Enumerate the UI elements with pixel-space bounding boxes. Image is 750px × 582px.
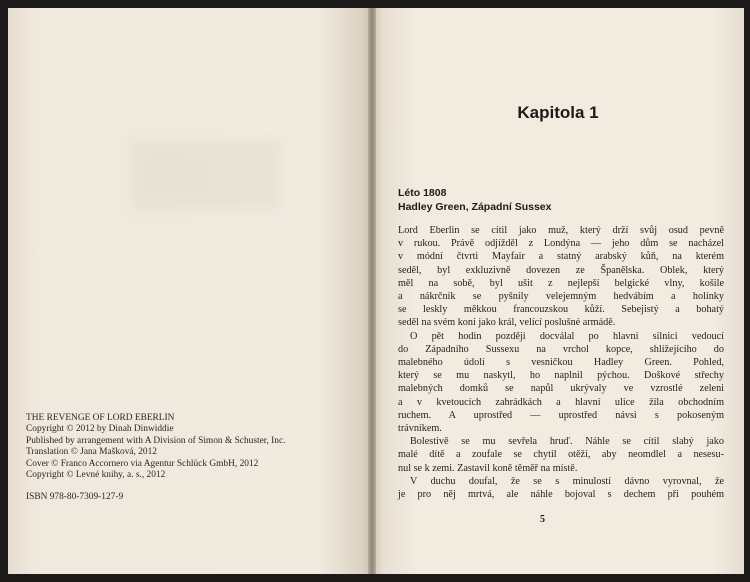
copyright-line: Copyright © Levné knihy, a. s., 2012: [26, 470, 166, 481]
text-line: v módní čtvrti Mayfair a statný arabský kůň, na kterém: [398, 251, 724, 263]
text-line: v rukou. Právě odjížděl z Londýna — jeho dům se nacházel: [398, 238, 724, 250]
dateline-season: Léto 1808: [398, 187, 447, 199]
text-line: trávníkem.: [398, 423, 442, 435]
text-line: O pět hodin později docválal po hlavní silnici vedoucí: [410, 330, 724, 342]
copyright-block: [26, 413, 356, 504]
text-line: ruchem. A uprostřed — uprostřed návsi s pokoseným: [398, 409, 724, 421]
text-line: seděl, byl exkluzivně dovezen ze Španělska. Oblek, který: [398, 264, 724, 276]
text-line: V duchu doufal, že se s minulostí dávno vyrovnal, že: [410, 475, 724, 487]
text-line: a nákrčník se pyšnily velejemným hedvábím a holínky: [398, 291, 724, 303]
text-line: malebných domků se napůl ukrývaly ve vzrostlé zeleni: [398, 383, 724, 395]
text-line: a v kvetoucích zahrádkách a hlavní ulice žila obchodním: [398, 396, 724, 408]
chapter-title: Kapitola 1: [517, 103, 599, 122]
chapter-body: [398, 224, 724, 501]
text-line: Bolestivě se mu sevřela hruď. Náhle se cítil slabý jako: [410, 436, 724, 448]
text-line: je pro něj mrtvá, ale náhle bojoval s dechem při pouhém: [398, 489, 724, 501]
paragraph: [398, 330, 724, 436]
copyright-line: Translation © Jana Mašková, 2012: [26, 447, 157, 458]
isbn: ISBN 978-80-7309-127-9: [26, 492, 124, 503]
text-line: se leskly měkkou francouzskou kůží. Sebejistý a bohatý: [398, 304, 724, 316]
text-line: do Západního Sussexu na vrchol kopce, shlížejícího do: [398, 343, 724, 355]
text-line: seděl na svém koni jako král, velící poslušné armádě.: [398, 317, 616, 329]
text-line: Lord Eberlin se cítil jako muž, který drží svůj osud pevně: [398, 225, 724, 236]
paragraph: [398, 224, 724, 330]
copyright-line: Published by arrangement with A Division of Simon & Schuster, Inc.: [26, 435, 286, 446]
copyright-line: Cover © Franco Accornero via Agentur Schlück GmbH, 2012: [26, 458, 259, 469]
text-line: malé dítě a zoufale se chytil otěží, aby neomdlel a nesesu-: [398, 449, 724, 461]
text-line: který se mu naskytl, ho naplnil pýchou. Doškové střechy: [398, 370, 724, 382]
show-through-shadow: [130, 140, 280, 210]
text-line: nul se k zemi. Zastavil koně těměř na místě.: [398, 462, 578, 474]
paragraph: [398, 435, 724, 475]
copyright-line: Copyright © 2012 by Dinah Dinwiddie: [26, 424, 174, 435]
text-line: měl na sobě, byl ušit z nejlepší belgické vlny, košile: [398, 277, 724, 289]
paragraph: [398, 475, 724, 501]
copyright-line: THE REVENGE OF LORD EBERLIN: [26, 413, 175, 423]
book-gutter: [368, 8, 376, 574]
dateline: [398, 186, 551, 214]
page-number: 5: [540, 514, 545, 525]
text-line: malebného údolí s vesničkou Hadley Green. Pohled,: [398, 357, 724, 369]
dateline-place: Hadley Green, Západní Sussex: [398, 201, 552, 213]
